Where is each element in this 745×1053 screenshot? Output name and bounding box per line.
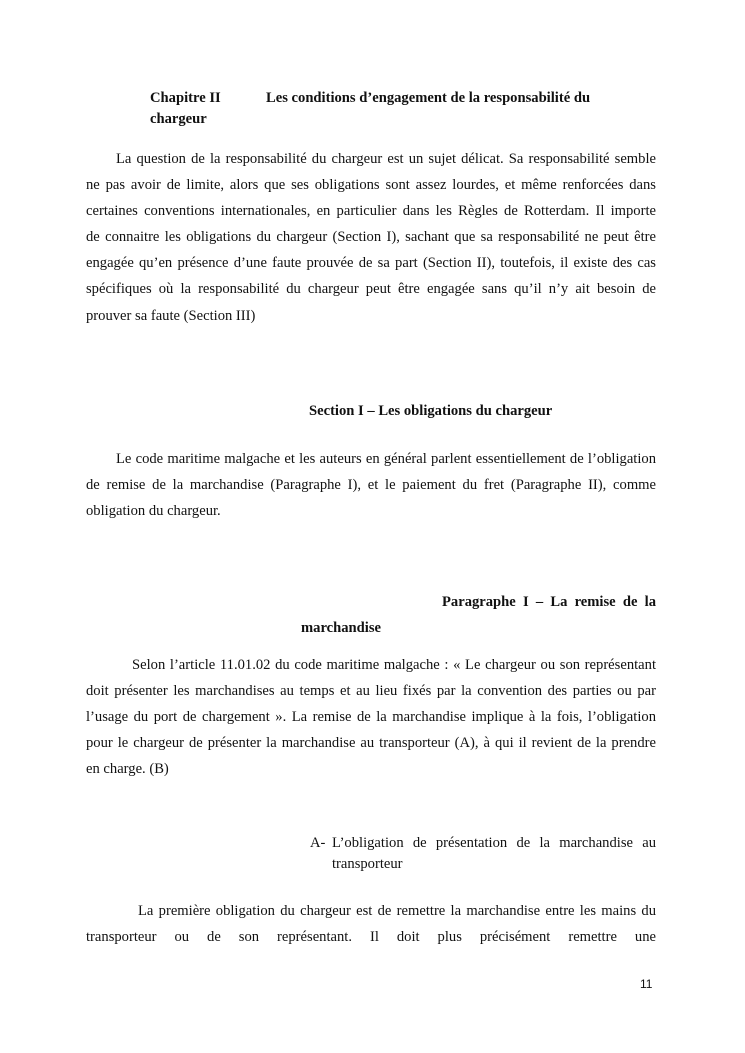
intro-paragraph (86, 146, 656, 329)
chapter-title-continued: chargeur (150, 111, 207, 127)
paragraph-body (86, 652, 656, 782)
chapter-label: Chapitre II (150, 90, 221, 106)
intro-line: prouver sa faute (Section III) (86, 307, 256, 324)
intro-line: engagée qu’en présence d’une faute prouvée de sa part (Section II), toutefois, il existe des cas (86, 255, 656, 272)
page-number: 11 (640, 977, 653, 991)
intro-line: ne pas avoir de limite, alors que ses obligations sont assez lourdes, et même renforcées dans (86, 177, 656, 194)
section-paragraph (86, 446, 656, 524)
intro-line: La question de la responsabilité du chargeur est un sujet délicat. Sa responsabilité semble (116, 151, 656, 167)
subheading-line: transporteur ou de son représentant. Il doit plus précisément remettre une (86, 929, 656, 946)
section-line: obligation du chargeur. (86, 503, 221, 520)
subheading-marker: A- (310, 835, 326, 851)
paragraph-line: l’usage du port de chargement ». La remise de la marchandise implique à la fois, l’obligation (86, 709, 656, 726)
subheading-title: L’obligation de présentation de la marchandise au (332, 835, 656, 851)
chapter-title: Les conditions d’engagement de la responsabilité du (266, 90, 591, 106)
paragraph-line: pour le chargeur de présenter la marchandise au transporteur (A), à qui il revient de la prendre (86, 735, 656, 752)
section-line: Le code maritime malgache et les auteurs en général parlent essentiellement de l’obligation (116, 451, 656, 467)
paragraph-heading: Paragraphe I – La remise de la (442, 594, 656, 610)
paragraph-line: en charge. (B) (86, 761, 169, 778)
subheading-line: La première obligation du chargeur est de remettre la marchandise entre les mains du (138, 903, 656, 919)
intro-line: certaines conventions internationales, en particulier dans les Règles de Rotterdam. Il importe (86, 203, 656, 220)
intro-line: de connaitre les obligations du chargeur (Section I), sachant que sa responsabilité ne peut être (86, 229, 656, 246)
paragraph-line: doit présenter les marchandises au temps et au lieu fixés par la convention des parties ou par (86, 683, 656, 700)
intro-line: spécifiques où la responsabilité du chargeur peut être engagée sans qu’il n’y ait besoin de (86, 281, 656, 298)
paragraph-line: Selon l’article 11.01.02 du code maritime malgache : « Le chargeur ou son représentant (132, 657, 656, 673)
section-heading: Section I – Les obligations du chargeur (309, 403, 553, 419)
subheading-paragraph (86, 898, 656, 950)
paragraph-heading-continued: marchandise (301, 620, 382, 636)
section-line: de remise de la marchandise (Paragraphe I), et le paiement du fret (Paragraphe II), comme (86, 477, 656, 494)
subheading-title-continued: transporteur (332, 856, 403, 872)
